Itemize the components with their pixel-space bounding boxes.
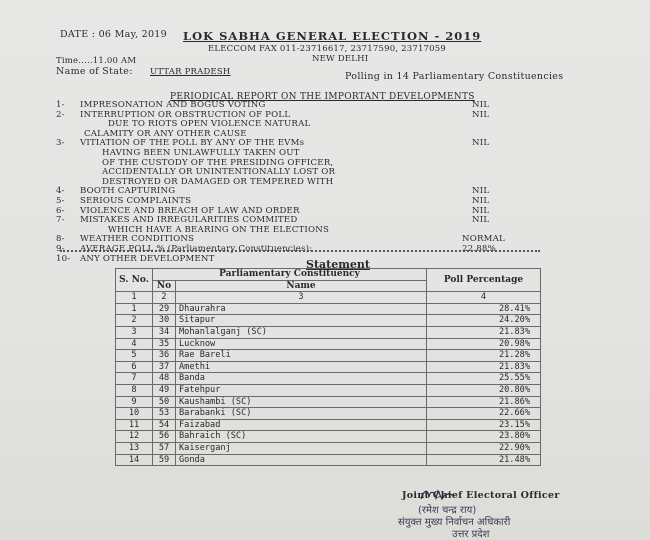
statement-title: Statement: [306, 258, 370, 271]
item-text: INTERRUPTION OR OBSTRUCTION OF POLL: [80, 109, 291, 120]
poll-cell: 21.28%: [427, 350, 541, 362]
item-text: BOOTH CAPTURING: [80, 186, 176, 197]
no-cell: 35: [153, 338, 176, 350]
sno-cell: 9: [116, 396, 153, 408]
name-cell: Banda: [176, 373, 427, 385]
poll-cell: 23.15%: [427, 419, 541, 431]
no-cell: 29: [153, 303, 176, 315]
name-cell: Mohanlalganj (SC): [176, 326, 427, 338]
no-cell: 56: [153, 431, 176, 443]
name-cell: Rae Bareli: [176, 350, 427, 362]
table-row: [116, 454, 541, 466]
item-value: NIL: [472, 186, 490, 197]
state-value: UTTAR PRADESH: [150, 67, 231, 77]
table-header-row: [116, 269, 541, 281]
sno-cell: 3: [116, 326, 153, 338]
stamp-title: संयुक्त मुख्य निर्वाचन अधिकारी: [398, 517, 511, 528]
item-value: NIL: [472, 195, 490, 206]
item-value: NIL: [472, 109, 490, 120]
name-cell: Fatehpur: [176, 384, 427, 396]
no-cell: 57: [153, 442, 176, 454]
item-text: ANY OTHER DEVELOPMENT: [80, 253, 215, 264]
sno-cell: 10: [116, 408, 153, 420]
name-cell: Gonda: [176, 454, 427, 466]
development-item: [56, 253, 542, 265]
report-time: Time.....11.00 AM: [56, 56, 137, 66]
no-cell: 53: [153, 408, 176, 420]
name-cell: Amethi: [176, 361, 427, 373]
item-text: ACCIDENTALLY OR UNINTENTIONALLY LOST OR: [102, 167, 336, 178]
fax-numbers: ELECCOM FAX 011-23716617, 23717590, 23717059: [208, 44, 446, 54]
item-number: 10-: [56, 253, 71, 264]
item-value: NIL: [472, 138, 490, 149]
item-number: 8-: [56, 234, 65, 245]
item-text: OF THE CUSTODY OF THE PRESIDING OFFICER,: [102, 157, 334, 168]
item-text: AVERAGE POLL % (Parliamentary Constituencies):: [80, 243, 313, 254]
item-number: 6-: [56, 205, 65, 216]
no-cell: 36: [153, 350, 176, 362]
polling-info: Polling in 14 Parliamentary Constituencies: [345, 71, 564, 82]
table-row: [116, 361, 541, 373]
poll-cell: 28.41%: [427, 303, 541, 315]
report-date: DATE : 06 May, 2019: [60, 29, 167, 40]
poll-cell: 22.66%: [427, 408, 541, 420]
table-row: [116, 338, 541, 350]
poll-cell: 23.80%: [427, 431, 541, 443]
name-cell: Lucknow: [176, 338, 427, 350]
header-pc: Parliamentary Constituency: [153, 269, 427, 281]
item-text: SERIOUS COMPLAINTS: [80, 195, 192, 206]
dotted-divider: [60, 250, 540, 252]
table-row: [116, 419, 541, 431]
item-value: NORMAL: [462, 234, 505, 245]
name-cell: Sitapur: [176, 315, 427, 327]
item-number: 9-: [56, 243, 65, 254]
no-cell: 59: [153, 454, 176, 466]
name-cell: Faizabad: [176, 419, 427, 431]
statement-table: [115, 268, 541, 466]
table-row: [116, 442, 541, 454]
city: NEW DELHI: [312, 54, 369, 64]
name-cell: Kaushambi (SC): [176, 396, 427, 408]
item-text: VITIATION OF THE POLL BY ANY OF THE EVMs: [80, 138, 305, 149]
document-title: LOK SABHA GENERAL ELECTION - 2019: [183, 29, 482, 43]
developments-list: [56, 100, 542, 264]
index-cell: 1: [116, 292, 153, 304]
index-cell: 3: [176, 292, 427, 304]
no-cell: 54: [153, 419, 176, 431]
table-row: [116, 408, 541, 420]
table-row: [116, 315, 541, 327]
sno-cell: 1: [116, 303, 153, 315]
table-row: [116, 373, 541, 385]
item-number: 3-: [56, 138, 65, 149]
no-cell: 34: [153, 326, 176, 338]
item-value: NIL: [472, 100, 490, 110]
poll-cell: 20.98%: [427, 338, 541, 350]
sno-cell: 14: [116, 454, 153, 466]
poll-cell: 21.48%: [427, 454, 541, 466]
no-cell: 48: [153, 373, 176, 385]
item-number: 4-: [56, 186, 65, 197]
sno-cell: 7: [116, 373, 153, 385]
state-label: Name of State:: [56, 66, 133, 77]
report-title: PERIODICAL REPORT ON THE IMPORTANT DEVELOPMENTS: [170, 92, 475, 102]
stamp-state: उत्तर प्रदेश: [452, 529, 490, 540]
sno-cell: 5: [116, 350, 153, 362]
sno-cell: 12: [116, 431, 153, 443]
poll-cell: 25.55%: [427, 373, 541, 385]
table-row: [116, 396, 541, 408]
index-cell: 2: [153, 292, 176, 304]
item-value: 22.88%: [462, 243, 496, 254]
index-cell: 4: [427, 292, 541, 304]
table-row: [116, 384, 541, 396]
item-text: IMPRESONATION AND BOGUS VOTING: [80, 100, 266, 110]
header-no: No: [153, 280, 176, 292]
item-text: CALAMITY OR ANY OTHER CAUSE: [84, 128, 247, 139]
sno-cell: 13: [116, 442, 153, 454]
name-cell: Dhaurahra: [176, 303, 427, 315]
item-number: 2-: [56, 109, 65, 120]
no-cell: 30: [153, 315, 176, 327]
sno-cell: 11: [116, 419, 153, 431]
no-cell: 37: [153, 361, 176, 373]
header-name: Name: [176, 280, 427, 292]
item-text: HAVING BEEN UNLAWFULLY TAKEN OUT: [102, 147, 300, 158]
sno-cell: 4: [116, 338, 153, 350]
name-cell: Kaiserganj: [176, 442, 427, 454]
signatory-designation: Joint Chief Electoral Officer: [402, 490, 560, 501]
header-poll: Poll Percentage: [427, 269, 541, 292]
table-row: [116, 303, 541, 315]
no-cell: 50: [153, 396, 176, 408]
sno-cell: 6: [116, 361, 153, 373]
item-number: 5-: [56, 195, 65, 206]
table-row: [116, 326, 541, 338]
poll-cell: 21.83%: [427, 326, 541, 338]
poll-cell: 22.90%: [427, 442, 541, 454]
item-text: DESTROYED OR DAMAGED OR TEMPERED WITH: [102, 176, 334, 187]
table-row: [116, 350, 541, 362]
name-cell: Bahraich (SC): [176, 431, 427, 443]
table-row: [116, 431, 541, 443]
name-cell: Barabanki (SC): [176, 408, 427, 420]
poll-cell: 20.80%: [427, 384, 541, 396]
item-number: 1-: [56, 100, 65, 110]
item-number: 7-: [56, 215, 65, 226]
sno-cell: 2: [116, 315, 153, 327]
item-text: DUE TO RIOTS OPEN VIOLENCE NATURAL: [108, 119, 311, 130]
item-text: MISTAKES AND IRREGULARITIES COMMITED: [80, 215, 298, 226]
item-text: VIOLENCE AND BREACH OF LAW AND ORDER: [80, 205, 300, 216]
item-value: NIL: [472, 205, 490, 216]
poll-cell: 21.83%: [427, 361, 541, 373]
poll-cell: 21.86%: [427, 396, 541, 408]
no-cell: 49: [153, 384, 176, 396]
poll-cell: 24.20%: [427, 315, 541, 327]
item-text: WHICH HAVE A BEARING ON THE ELECTIONS: [108, 224, 330, 235]
item-text: WEATHER CONDITIONS: [80, 234, 195, 245]
item-value: NIL: [472, 215, 490, 226]
header-sno: S. No.: [116, 269, 153, 292]
sno-cell: 8: [116, 384, 153, 396]
table-index-row: [116, 292, 541, 304]
stamp-name: (रमेश चन्द्र राय): [418, 505, 477, 516]
